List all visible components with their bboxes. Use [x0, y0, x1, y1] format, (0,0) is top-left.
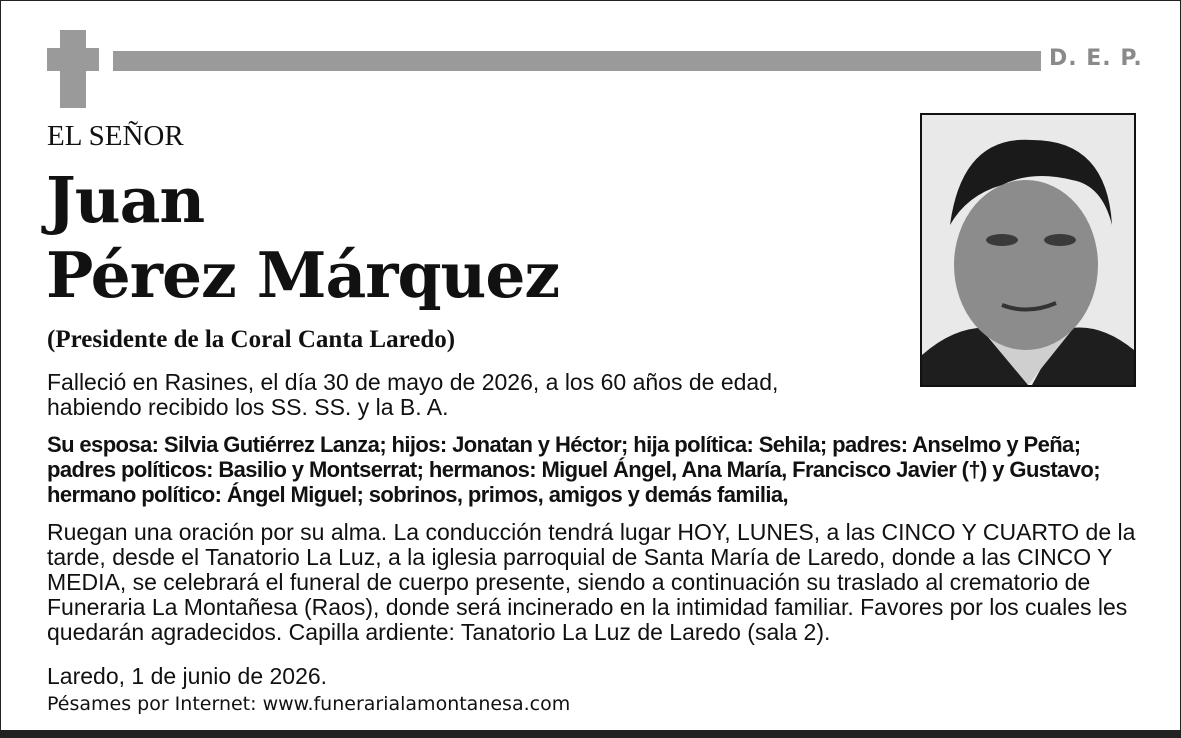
honorific: EL SEÑOR — [47, 120, 184, 152]
service-details: Ruegan una oración por su alma. La conducción tendrá lugar HOY, LUNES, a las CINCO Y CUARTO de la tarde, desde el Tanatorio La Luz, a la iglesia parroquial de Santa María de Laredo, donde a las CINCO Y MEDIA, se celebrará el funeral de cuerpo presente, siendo a continuación su traslado al crematorio de Funeraria La Montañesa (Raos), donde será incinerado en la intimidad familiar. Favores por los cuales les quedarán agradecidos. Capilla ardiente: Tanatorio La Luz de Laredo (sala 2). — [47, 519, 1136, 645]
condolences-link[interactable]: Pésames por Internet: www.funerarialamontanesa.com — [47, 693, 571, 715]
place-date: Laredo, 1 de junio de 2026. — [47, 663, 328, 689]
role-subtitle: (Presidente de la Coral Canta Laredo) — [47, 326, 456, 353]
bottom-bar — [0, 730, 1181, 738]
surnames: Pérez Márquez — [46, 238, 560, 312]
first-name: Juan — [46, 163, 205, 237]
death-notice: Falleció en Rasines, el día 30 de mayo de 2026, a los 60 años de edad, habiendo recibido los SS. SS. y la B. A. — [47, 369, 779, 420]
portrait-photo — [920, 113, 1136, 387]
family-list: Su esposa: Silvia Gutiérrez Lanza; hijos: Jonatan y Héctor; hija política: Sehila; padres: Anselmo y Peña; padres políticos: Basilio y Montserrat; hermanos: Miguel Ángel, Ana María, Francisco Javier (†) y Gustavo; hermano político: Ángel Miguel; sobrinos, primos, amigos y demás familia, — [47, 432, 1100, 507]
dep-label: D. E. P. — [1049, 46, 1143, 71]
header-rule — [113, 51, 1041, 71]
